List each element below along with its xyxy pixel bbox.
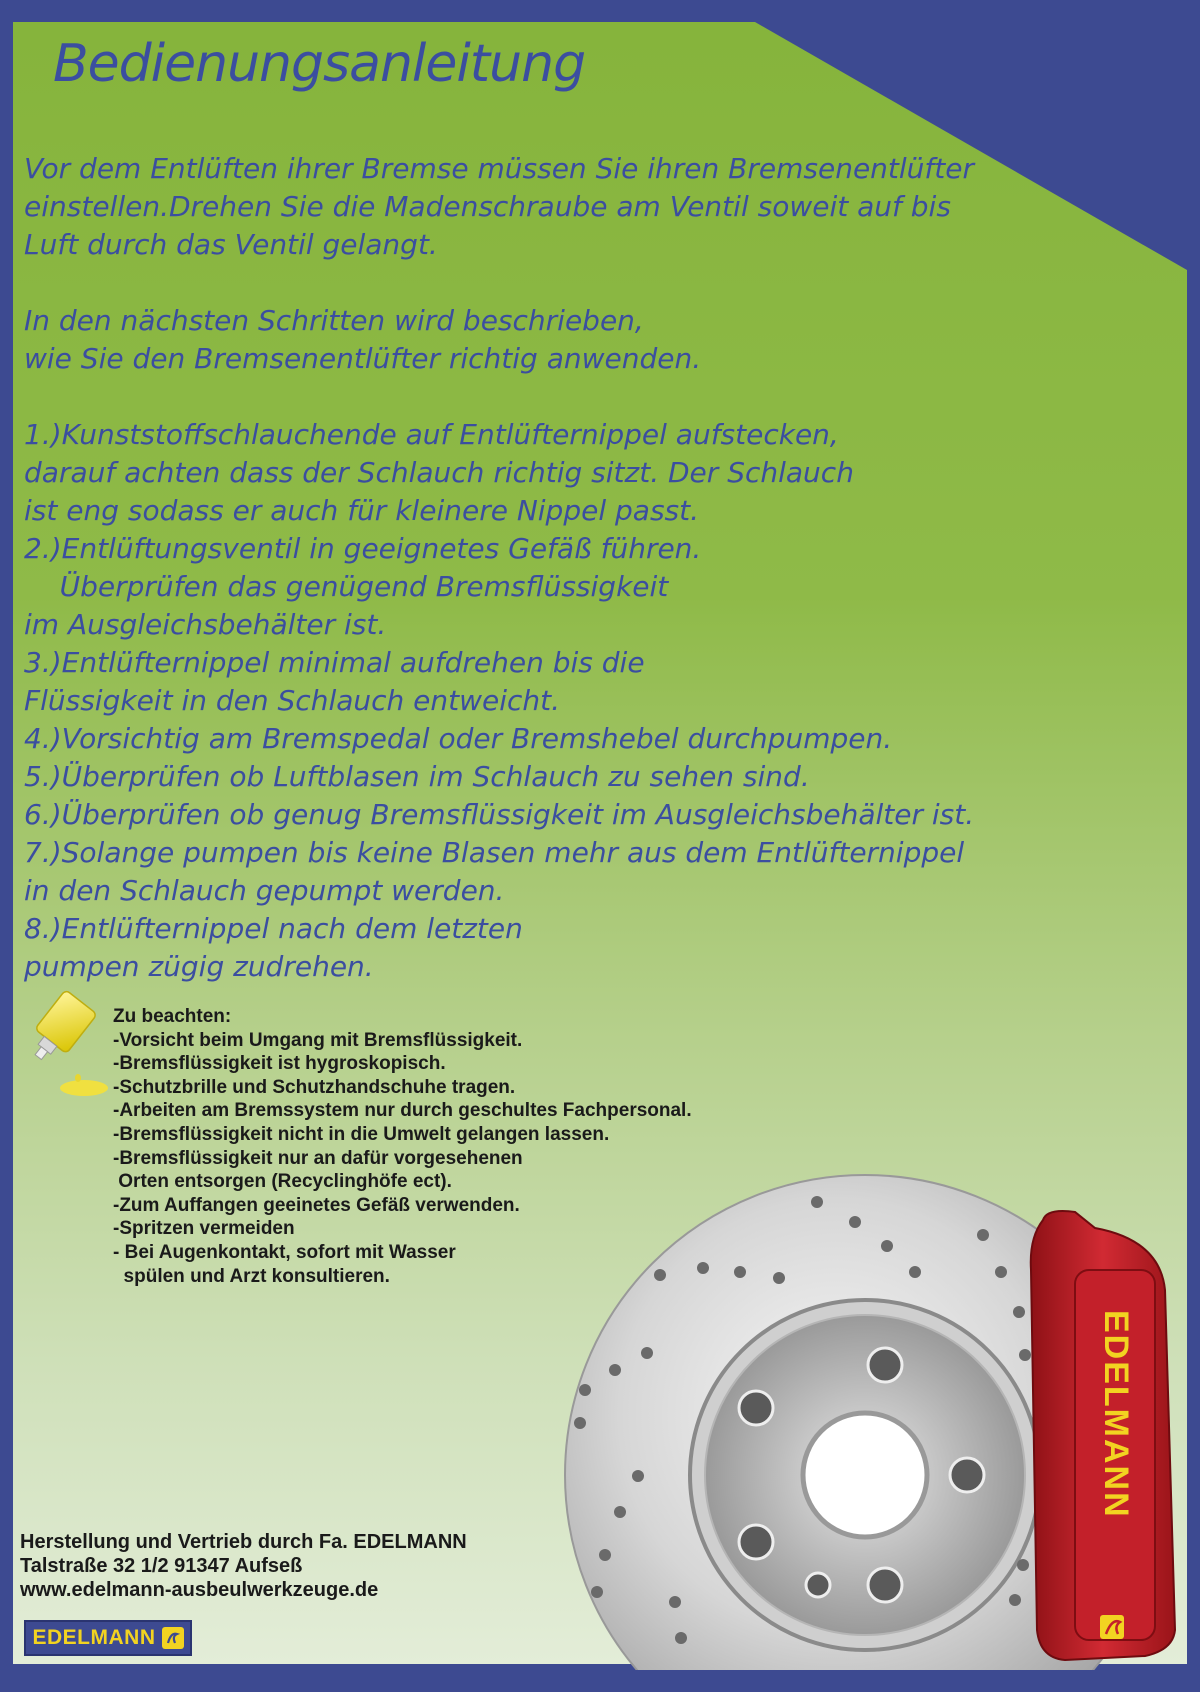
step-line: im Ausgleichsbehälter ist. [24, 608, 387, 641]
steps-intro-paragraph [24, 302, 701, 378]
footer-address: Talstraße 32 1/2 91347 Aufseß [20, 1555, 303, 1577]
note-line: -Bremsflüssigkeit nicht in die Umwelt gelangen lassen. [113, 1123, 610, 1145]
note-line: -Spritzen vermeiden [113, 1218, 295, 1240]
step-line: Überprüfen das genügend Bremsflüssigkeit [24, 570, 669, 603]
note-line: -Bremsflüssigkeit nur an dafür vorgesehenen [113, 1147, 523, 1169]
step-line: 3.)Entlüfternippel minimal aufdrehen bis die [24, 646, 645, 679]
step-line: 2.)Entlüftungsventil in geeignetes Gefäß führen. [24, 532, 702, 565]
caliper-brand-text: EDELMANN [1097, 1310, 1135, 1519]
page-title: Bedienungsanleitung [53, 34, 586, 94]
step-line: 4.)Vorsichtig am Bremspedal oder Bremshebel durchpumpen. [24, 722, 893, 755]
step-line: 6.)Überprüfen ob genug Bremsflüssigkeit im Ausgleichsbehälter ist. [24, 798, 975, 831]
note-line: spülen und Arzt konsultieren. [113, 1265, 390, 1287]
edelmann-logo [24, 1620, 192, 1656]
steps-list [24, 416, 974, 986]
note-line: -Arbeiten am Bremssystem nur durch geschultes Fachpersonal. [113, 1100, 692, 1122]
note-line: - Bei Augenkontakt, sofort mit Wasser [113, 1241, 456, 1263]
steps-intro-line: In den nächsten Schritten wird beschrieben, [24, 304, 644, 337]
intro-line: einstellen.Drehen Sie die Madenschraube am Ventil soweit auf bis [24, 190, 951, 223]
intro-line: Luft durch das Ventil gelangt. [24, 228, 438, 261]
note-line: -Schutzbrille und Schutzhandschuhe tragen. [113, 1076, 516, 1098]
intro-paragraph [24, 150, 974, 264]
note-line: -Zum Auffangen geeinetes Gefäß verwenden. [113, 1194, 520, 1216]
note-line: -Bremsflüssigkeit ist hygroskopisch. [113, 1053, 446, 1075]
footer-company: Herstellung und Vertrieb durch Fa. EDELMANN [20, 1531, 467, 1553]
step-line: Flüssigkeit in den Schlauch entweicht. [24, 684, 561, 717]
step-line: 7.)Solange pumpen bis keine Blasen mehr aus dem Entlüfternippel [24, 836, 965, 869]
logo-text: EDELMANN [32, 1626, 156, 1649]
notes-heading: Zu beachten: [113, 1006, 232, 1027]
brake-disc-illustration [535, 1160, 1200, 1670]
footer-website: www.edelmann-ausbeulwerkzeuge.de [20, 1579, 379, 1601]
step-line: in den Schlauch gepumpt werden. [24, 874, 505, 907]
step-line: pumpen zügig zudrehen. [24, 950, 374, 983]
step-line: 5.)Überprüfen ob Luftblasen im Schlauch zu sehen sind. [24, 760, 810, 793]
step-line: darauf achten dass der Schlauch richtig sitzt. Der Schlauch [24, 456, 854, 489]
logo-mark-icon [162, 1627, 184, 1649]
manufacturer-info [20, 1530, 467, 1602]
step-line: 1.)Kunststoffschlauchende auf Entlüfternippel aufstecken, [24, 418, 839, 451]
step-line: ist eng sodass er auch für kleinere Nippel passt. [24, 494, 699, 527]
steps-intro-line: wie Sie den Bremsenentlüfter richtig anwenden. [24, 342, 702, 375]
note-line: -Vorsicht beim Umgang mit Bremsflüssigkeit. [113, 1029, 523, 1051]
step-line: 8.)Entlüfternippel nach dem letzten [24, 912, 523, 945]
note-line: Orten entsorgen (Recyclinghöfe ect). [113, 1171, 452, 1193]
brake-fluid-bottle-icon [22, 990, 114, 1100]
intro-line: Vor dem Entlüften ihrer Bremse müssen Sie ihren Bremsenentlüfter [24, 152, 974, 185]
